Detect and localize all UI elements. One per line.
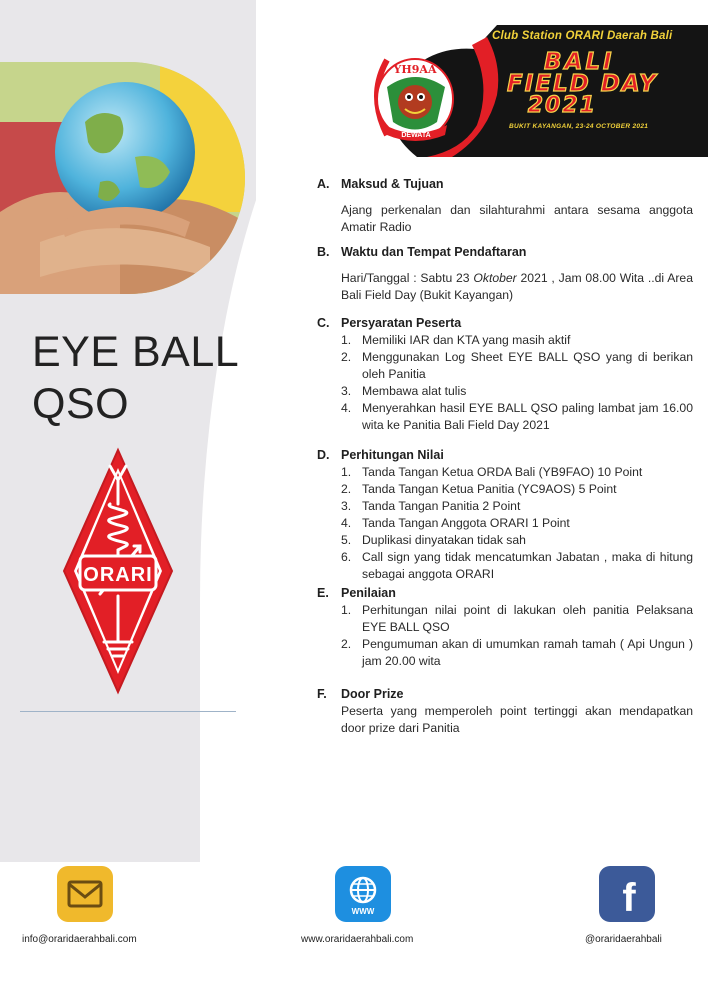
item-text: Tanda Tangan Panitia 2 Point	[362, 499, 521, 513]
section-body	[341, 270, 693, 304]
list-item	[341, 349, 693, 383]
list-item	[341, 532, 693, 549]
section-letter: E.	[317, 586, 329, 600]
item-number: 2.	[341, 637, 352, 651]
eye-ball-qso-title	[32, 326, 239, 430]
section-title: Penilaian	[341, 586, 396, 600]
section-title: Maksud & Tujuan	[341, 177, 444, 191]
list-item	[341, 464, 693, 481]
scoring-list	[341, 464, 693, 583]
list-item	[341, 636, 693, 670]
section-a	[317, 176, 693, 236]
list-item	[341, 549, 693, 583]
website-link[interactable]: www.oraridaerahbali.com	[301, 934, 414, 945]
facebook-glyph: f	[622, 876, 636, 920]
item-text: Menyerahkan hasil EYE BALL QSO paling lambat jam 16.00 wita ke Panitia Bali Field Day 2021	[362, 401, 693, 432]
title-line-2: QSO	[32, 380, 130, 428]
banner-subtitle: BUKIT KAYANGAN, 23-24 OCTOBER 2021	[509, 123, 649, 130]
section-heading	[317, 447, 693, 464]
banner-club-name: Club Station ORARI Daerah Bali	[492, 30, 673, 42]
date-month: Oktober	[473, 271, 517, 285]
event-details	[317, 176, 693, 737]
emblem-ribbon: DEWATA	[401, 132, 431, 139]
mail-icon[interactable]	[57, 866, 113, 922]
assessment-list	[341, 602, 693, 670]
title-line-1: EYE BALL	[32, 328, 240, 376]
section-title: Door Prize	[341, 687, 404, 701]
item-text: Tanda Tangan Ketua Panitia (YC9AOS) 5 Point	[362, 482, 617, 496]
item-number: 2.	[341, 350, 352, 364]
requirements-list	[341, 332, 693, 434]
globe-icon[interactable]	[335, 866, 391, 922]
item-text: Menggunakan Log Sheet EYE BALL QSO yang di berikan oleh Panitia	[362, 350, 693, 381]
item-text: Tanda Tangan Anggota ORARI 1 Point	[362, 516, 570, 530]
list-item	[341, 400, 693, 434]
section-c	[317, 315, 693, 434]
list-item	[341, 332, 693, 349]
list-item	[341, 481, 693, 498]
banner-title-line-3: 2021	[527, 93, 597, 118]
section-letter: D.	[317, 448, 330, 462]
email-link[interactable]: info@oraridaerahbali.com	[22, 934, 137, 945]
item-text: Perhitungan nilai point di lakukan oleh panitia Pelaksana EYE BALL QSO	[362, 603, 693, 634]
www-label: WWW	[351, 907, 375, 916]
item-text: Memiliki IAR dan KTA yang masih aktif	[362, 333, 571, 347]
globe-hands-photo	[0, 62, 245, 294]
item-text: Call sign yang tidak mencatumkan Jabatan , maka di hitung sebagai anggota ORARI	[362, 550, 693, 581]
item-number: 3.	[341, 499, 352, 513]
facebook-link[interactable]: @oraridaerahbali	[585, 934, 662, 945]
orari-logo	[60, 446, 176, 696]
item-number: 6.	[341, 550, 352, 564]
section-b	[317, 244, 693, 304]
section-title: Persyaratan Peserta	[341, 316, 462, 330]
section-d	[317, 447, 693, 583]
yh9aa-emblem	[367, 47, 467, 147]
item-text: Duplikasi dinyatakan tidak sah	[362, 533, 526, 547]
item-text: Pengumuman akan di umumkan ramah tamah ( Api Ungun ) jam 20.00 wita	[362, 637, 693, 668]
item-number: 1.	[341, 333, 352, 347]
section-heading	[317, 315, 693, 332]
section-letter: A.	[317, 177, 330, 191]
section-body: Peserta yang memperoleh point tertinggi akan mendapatkan door prize dari Panitia	[341, 704, 693, 735]
section-heading	[317, 244, 693, 261]
banner-title-line-2: FIELD DAY	[507, 71, 658, 97]
field-day-banner	[357, 25, 708, 157]
item-number: 1.	[341, 465, 352, 479]
list-item	[341, 515, 693, 532]
list-item	[341, 602, 693, 636]
section-title: Waktu dan Tempat Pendaftaran	[341, 245, 527, 259]
item-number: 4.	[341, 516, 352, 530]
list-item	[341, 383, 693, 400]
emblem-callsign: YH9AA	[393, 63, 437, 76]
item-number: 3.	[341, 384, 352, 398]
item-text: Membawa alat tulis	[362, 384, 467, 398]
orari-logo-text: ORARI	[83, 564, 153, 586]
date-suffix: 2021 , Jam 08.00 Wita ..di Area Bali Field Day (Bukit Kayangan)	[341, 271, 693, 302]
section-e	[317, 585, 693, 670]
banner-title	[507, 51, 658, 117]
left-divider	[20, 711, 236, 712]
section-heading	[317, 686, 693, 703]
date-prefix: Hari/Tanggal : Sabtu 23	[341, 271, 474, 285]
section-heading	[317, 585, 693, 602]
item-number: 2.	[341, 482, 352, 496]
list-item	[341, 498, 693, 515]
item-text: Tanda Tangan Ketua ORDA Bali (YB9FAO) 10 Point	[362, 465, 643, 479]
section-heading	[317, 176, 693, 193]
item-number: 1.	[341, 603, 352, 617]
item-number: 4.	[341, 401, 352, 415]
facebook-icon[interactable]	[599, 866, 655, 922]
section-letter: F.	[317, 687, 327, 701]
section-letter: B.	[317, 245, 330, 259]
item-number: 5.	[341, 533, 352, 547]
section-body: Ajang perkenalan dan silahturahmi antara sesama anggota Amatir Radio	[341, 203, 693, 234]
banner-title-line-1: BALI	[544, 49, 615, 75]
section-title: Perhitungan Nilai	[341, 448, 444, 462]
section-letter: C.	[317, 316, 330, 330]
section-f	[317, 686, 693, 737]
